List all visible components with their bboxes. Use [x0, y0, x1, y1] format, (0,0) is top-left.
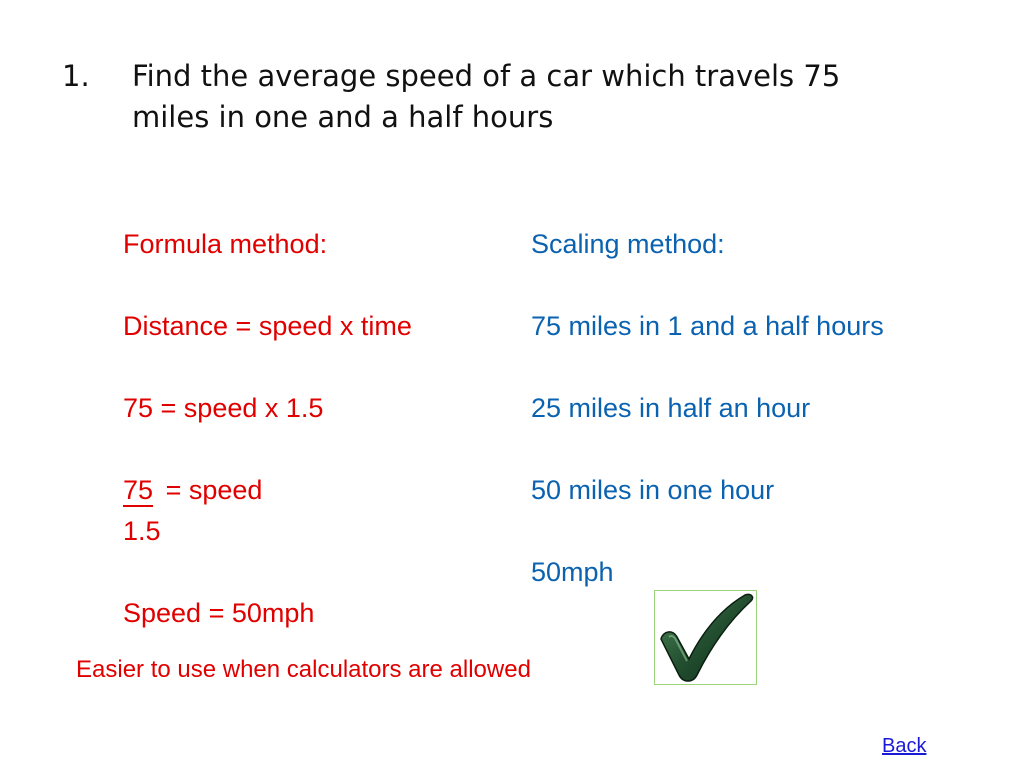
scaling-line-1: 75 miles in 1 and a half hours	[531, 311, 884, 341]
footnote: Easier to use when calculators are allowed	[76, 656, 531, 683]
scaling-result: 50mph	[531, 557, 614, 587]
question-text-line-1: Find the average speed of a car which travels 75	[132, 59, 841, 93]
scaling-line-3: 50 miles in one hour	[531, 475, 775, 505]
fraction-denominator: 1.5	[123, 516, 161, 546]
question-number: 1.	[62, 59, 90, 93]
question-text	[132, 56, 962, 138]
fraction-equals-speed: = speed	[165, 475, 263, 505]
formula-line-2: 75 = speed x 1.5	[123, 393, 324, 423]
formula-method-heading: Formula method:	[123, 229, 328, 259]
scaling-method-heading: Scaling method:	[531, 229, 725, 259]
scaling-line-2: 25 miles in half an hour	[531, 393, 811, 423]
fraction-numerator: 75	[123, 475, 154, 505]
fraction-row	[123, 470, 262, 511]
checkmark-icon	[654, 590, 757, 685]
question	[62, 56, 962, 138]
formula-line-1: Distance = speed x time	[123, 311, 412, 341]
question-text-line-2: miles in one and a half hours	[132, 100, 554, 134]
back-link[interactable]: Back	[882, 735, 927, 757]
formula-result: Speed = 50mph	[123, 598, 315, 628]
